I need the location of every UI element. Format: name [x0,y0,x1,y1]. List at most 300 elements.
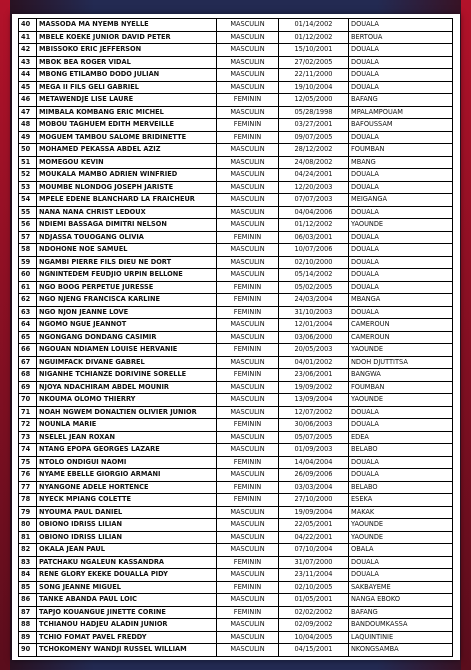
table-row [19,56,453,69]
student-name: NGAMBI PIERRE FILS DIEU NE DORT [37,256,217,269]
table-row [19,581,453,594]
student-name: MOUMBE NLONDOG JOSEPH JARISTE [37,181,217,194]
birth-date: 01/09/2003 [279,444,349,457]
birth-place: SAKBAYEME [349,581,453,594]
birth-date: 30/06/2003 [279,419,349,432]
student-name: NYECK MPIANG COLETTE [37,494,217,507]
student-name: TCHIO FOMAT PAVEL FREDDY [37,631,217,644]
row-number: 51 [19,156,37,169]
sex-cell: FEMININ [217,606,279,619]
birth-place: DOUALA [349,569,453,582]
sex-cell: MASCULIN [217,206,279,219]
birth-place: NDOH DJUTTITSA [349,356,453,369]
birth-place: MEIGANGA [349,194,453,207]
birth-place: FOUMBAN [349,144,453,157]
table-row [19,269,453,282]
birth-place: FOUMBAN [349,381,453,394]
row-number: 62 [19,294,37,307]
student-name: MPELE EDENE BLANCHARD LA FRAICHEUR [37,194,217,207]
sex-cell: FEMININ [217,344,279,357]
student-name: MOBOU TAGHUEM EDITH MERVEILLE [37,119,217,132]
birth-date: 23/06/2001 [279,369,349,382]
table-row [19,381,453,394]
birth-date: 28/12/2002 [279,144,349,157]
row-number: 81 [19,531,37,544]
birth-date: 12/20/2003 [279,181,349,194]
student-name: MBONG ETILAMBO DODO JULIAN [37,69,217,82]
table-row [19,106,453,119]
row-number: 63 [19,306,37,319]
table-row [19,506,453,519]
row-number: 61 [19,281,37,294]
sex-cell: MASCULIN [217,469,279,482]
table-row [19,631,453,644]
sex-cell: MASCULIN [217,544,279,557]
row-number: 73 [19,431,37,444]
row-number: 74 [19,444,37,457]
table-row [19,331,453,344]
birth-date: 03/27/2001 [279,119,349,132]
table-row [19,81,453,94]
student-name: NYOUMA PAUL DANIEL [37,506,217,519]
student-name: TAPJO KOUANGUE JINETTE CORINE [37,606,217,619]
row-number: 76 [19,469,37,482]
student-name: RENE GLORY EKEKE DOUALLA PIDY [37,569,217,582]
student-name: NYAME EBELLE GIORGIO ARMANI [37,469,217,482]
sex-cell: MASCULIN [217,519,279,532]
student-name: NIGANHE TCHIANZE DORIVINE SORELLE [37,369,217,382]
birth-date: 02/02/2002 [279,606,349,619]
birth-place: DOUALA [349,456,453,469]
table-row [19,144,453,157]
birth-place: DOUALA [349,44,453,57]
birth-place: DOUALA [349,69,453,82]
table-row [19,156,453,169]
row-number: 45 [19,81,37,94]
birth-date: 04/22/2001 [279,531,349,544]
birth-date: 04/24/2001 [279,169,349,182]
sex-cell: MASCULIN [217,531,279,544]
student-name: NTOLO ONDIGUI NAOMI [37,456,217,469]
table-row [19,206,453,219]
birth-date: 19/10/2004 [279,81,349,94]
student-name: MOMEGOU KEVIN [37,156,217,169]
birth-date: 09/07/2005 [279,131,349,144]
table-row [19,494,453,507]
row-number: 60 [19,269,37,282]
row-number: 83 [19,556,37,569]
student-name: MBELE KOEKE JUNIOR DAVID PETER [37,31,217,44]
row-number: 71 [19,406,37,419]
birth-date: 04/01/2002 [279,356,349,369]
student-name: NGO NJENG FRANCISCA KARLINE [37,294,217,307]
row-number: 42 [19,44,37,57]
birth-place: MPALAMPOUAM [349,106,453,119]
birth-date: 03/03/2004 [279,481,349,494]
row-number: 82 [19,544,37,557]
row-number: 88 [19,619,37,632]
student-name: NGO BOOG PERPETUE JURESSE [37,281,217,294]
sex-cell: FEMININ [217,294,279,307]
sex-cell: MASCULIN [217,69,279,82]
sex-cell: MASCULIN [217,431,279,444]
birth-place: BANGWA [349,369,453,382]
birth-place: CAMEROUN [349,319,453,332]
birth-date: 23/11/2004 [279,569,349,582]
birth-date: 07/10/2004 [279,544,349,557]
row-number: 48 [19,119,37,132]
table-row [19,306,453,319]
birth-place: NKONGSAMBA [349,644,453,657]
row-number: 66 [19,344,37,357]
birth-place: DOUALA [349,281,453,294]
birth-date: 01/12/2002 [279,219,349,232]
table-row [19,431,453,444]
student-name: NOAH NGWEM DONALTIEN OLIVIER JUNIOR [37,406,217,419]
sex-cell: MASCULIN [217,269,279,282]
sex-cell: FEMININ [217,131,279,144]
birth-place: DOUALA [349,56,453,69]
student-name: MIMBALA KOMBANG ERIC MICHEL [37,106,217,119]
birth-place: ESEKA [349,494,453,507]
birth-place: DOUALA [349,556,453,569]
birth-place: DOUALA [349,231,453,244]
table-row [19,169,453,182]
row-number: 52 [19,169,37,182]
sex-cell: MASCULIN [217,506,279,519]
sex-cell: MASCULIN [217,356,279,369]
birth-place: MAKAK [349,506,453,519]
birth-place: YAOUNDE [349,219,453,232]
sex-cell: MASCULIN [217,319,279,332]
birth-place: DOUALA [349,206,453,219]
row-number: 70 [19,394,37,407]
birth-date: 01/14/2002 [279,19,349,32]
birth-place: DOUALA [349,419,453,432]
student-name: NGO NJON JEANNE LOVE [37,306,217,319]
row-number: 69 [19,381,37,394]
birth-date: 04/15/2001 [279,644,349,657]
table-row [19,481,453,494]
birth-place: DOUALA [349,81,453,94]
row-number: 56 [19,219,37,232]
document-page [12,14,460,660]
student-name: MOGUEM TAMBOU SALOME BRIDINETTE [37,131,217,144]
sex-cell: MASCULIN [217,631,279,644]
birth-place: LAQUINTINIE [349,631,453,644]
sex-cell: MASCULIN [217,594,279,607]
table-row [19,231,453,244]
birth-date: 12/07/2002 [279,406,349,419]
birth-date: 05/02/2005 [279,281,349,294]
sex-cell: FEMININ [217,119,279,132]
birth-date: 02/10/2005 [279,581,349,594]
birth-place: OBALA [349,544,453,557]
sex-cell: MASCULIN [217,331,279,344]
birth-date: 22/11/2000 [279,69,349,82]
sex-cell: MASCULIN [217,169,279,182]
row-number: 59 [19,256,37,269]
row-number: 77 [19,481,37,494]
birth-date: 13/09/2004 [279,394,349,407]
row-number: 50 [19,144,37,157]
table-row [19,456,453,469]
sex-cell: FEMININ [217,231,279,244]
birth-place: YAOUNDE [349,519,453,532]
student-name: OBIONO IDRISS LILIAN [37,519,217,532]
table-row [19,356,453,369]
table-row [19,181,453,194]
student-name: NGOUAN NDIAMEN LOUISE HERVANIE [37,344,217,357]
student-name: SONG JEANNE MIGUEL [37,581,217,594]
student-name: NGUIMFACK DIVANE GABREL [37,356,217,369]
table-body [19,19,453,657]
birth-date: 02/09/2002 [279,619,349,632]
sex-cell: MASCULIN [217,194,279,207]
student-name: TCHOKOMENY WANDJI RUSSEL WILLIAM [37,644,217,657]
student-name: NDOHONE NOE SAMUEL [37,244,217,257]
student-name: NYANGONE ADELE HORTENCE [37,481,217,494]
sex-cell: MASCULIN [217,181,279,194]
row-number: 44 [19,69,37,82]
birth-place: BAFANG [349,606,453,619]
birth-date: 05/14/2002 [279,269,349,282]
birth-date: 05/07/2005 [279,431,349,444]
sex-cell: MASCULIN [217,244,279,257]
table-row [19,294,453,307]
row-number: 53 [19,181,37,194]
birth-date: 01/12/2002 [279,31,349,44]
birth-place: NANGA EBOKO [349,594,453,607]
birth-date: 31/07/2000 [279,556,349,569]
birth-place: EDEA [349,431,453,444]
sex-cell: MASCULIN [217,56,279,69]
birth-place: BELABO [349,444,453,457]
table-row [19,556,453,569]
student-name: NANA NANA CHRIST LEDOUX [37,206,217,219]
student-name: PATCHAKU NGALEUN KASSANDRA [37,556,217,569]
birth-place: BELABO [349,481,453,494]
sex-cell: MASCULIN [217,44,279,57]
birth-date: 26/09/2006 [279,469,349,482]
table-row [19,569,453,582]
sex-cell: MASCULIN [217,31,279,44]
birth-place: DOUALA [349,169,453,182]
birth-place: DOUALA [349,19,453,32]
sex-cell: FEMININ [217,306,279,319]
student-name: NKOUMA OLOMO THIERRY [37,394,217,407]
birth-date: 22/05/2001 [279,519,349,532]
student-name: MBISSOKO ERIC JEFFERSON [37,44,217,57]
birth-date: 02/10/2000 [279,256,349,269]
row-number: 58 [19,244,37,257]
table-row [19,344,453,357]
table-row [19,281,453,294]
sex-cell: MASCULIN [217,569,279,582]
row-number: 86 [19,594,37,607]
birth-place: DOUALA [349,306,453,319]
row-number: 79 [19,506,37,519]
table-row [19,406,453,419]
table-row [19,419,453,432]
row-number: 85 [19,581,37,594]
birth-date: 27/02/2005 [279,56,349,69]
student-name: MEGA II FILS GELI GABRIEL [37,81,217,94]
table-row [19,244,453,257]
birth-date: 10/04/2005 [279,631,349,644]
student-name: NOUNLA MARIE [37,419,217,432]
table-row [19,94,453,107]
student-name: MOHAMED PEKASSA ABDEL AZIZ [37,144,217,157]
birth-date: 27/10/2000 [279,494,349,507]
birth-date: 05/28/1998 [279,106,349,119]
birth-date: 31/10/2003 [279,306,349,319]
student-name: NGONGANG DONDANG CASIMIR [37,331,217,344]
table-row [19,44,453,57]
birth-place: BAFANG [349,94,453,107]
sex-cell: FEMININ [217,94,279,107]
row-number: 54 [19,194,37,207]
table-row [19,119,453,132]
table-row [19,444,453,457]
birth-date: 14/04/2004 [279,456,349,469]
table-row [19,531,453,544]
birth-date: 12/01/2004 [279,319,349,332]
birth-place: BAFOUSSAM [349,119,453,132]
birth-date: 15/10/2001 [279,44,349,57]
birth-place: DOUALA [349,469,453,482]
sex-cell: FEMININ [217,481,279,494]
birth-place: YAOUNDE [349,394,453,407]
birth-place: DOUALA [349,256,453,269]
birth-place: DOUALA [349,244,453,257]
right-red-border [461,0,471,670]
birth-place: YAOUNDE [349,344,453,357]
birth-date: 12/05/2000 [279,94,349,107]
sex-cell: FEMININ [217,369,279,382]
sex-cell: MASCULIN [217,256,279,269]
row-number: 46 [19,94,37,107]
sex-cell: MASCULIN [217,219,279,232]
student-name: TCHIANOU HADJEU ALADIN JUNIOR [37,619,217,632]
sex-cell: MASCULIN [217,106,279,119]
sex-cell: FEMININ [217,581,279,594]
student-name: TANKE ABANDA PAUL LOIC [37,594,217,607]
sex-cell: MASCULIN [217,81,279,94]
student-name: NGNINTEDEM FEUDJIO URPIN BELLONE [37,269,217,282]
table-row [19,219,453,232]
birth-date: 07/07/2003 [279,194,349,207]
row-number: 78 [19,494,37,507]
birth-place: DOUALA [349,406,453,419]
row-number: 55 [19,206,37,219]
table-row [19,594,453,607]
table-row [19,319,453,332]
birth-date: 01/05/2001 [279,594,349,607]
table-row [19,644,453,657]
student-name: NTANG EPOPA GEORGES LAZARE [37,444,217,457]
student-name: NSELEL JEAN ROXAN [37,431,217,444]
row-number: 40 [19,19,37,32]
left-red-border [0,0,10,670]
sex-cell: MASCULIN [217,19,279,32]
table-row [19,606,453,619]
birth-place: DOUALA [349,131,453,144]
row-number: 49 [19,131,37,144]
sex-cell: MASCULIN [217,619,279,632]
birth-place: DOUALA [349,181,453,194]
student-name: MBOK BEA ROGER VIDAL [37,56,217,69]
sex-cell: MASCULIN [217,644,279,657]
row-number: 75 [19,456,37,469]
table-row [19,31,453,44]
sex-cell: MASCULIN [217,394,279,407]
sex-cell: FEMININ [217,419,279,432]
birth-place: BERTOUA [349,31,453,44]
birth-date: 19/09/2002 [279,381,349,394]
row-number: 89 [19,631,37,644]
row-number: 90 [19,644,37,657]
table-row [19,519,453,532]
student-name: NJOYA NDACHIRAM ABDEL MOUNIR [37,381,217,394]
table-row [19,469,453,482]
row-number: 64 [19,319,37,332]
student-name: NDJASSA TOUOGANG OLIVIA [37,231,217,244]
birth-place: DOUALA [349,269,453,282]
birth-place: MBANG [349,156,453,169]
sex-cell: FEMININ [217,556,279,569]
row-number: 67 [19,356,37,369]
table-row [19,194,453,207]
birth-date: 03/06/2000 [279,331,349,344]
student-list-table [18,18,453,657]
sex-cell: FEMININ [217,281,279,294]
table-row [19,256,453,269]
student-name: MOUKALA MAMBO ADRIEN WINFRIED [37,169,217,182]
table-row [19,394,453,407]
row-number: 80 [19,519,37,532]
birth-date: 24/03/2004 [279,294,349,307]
student-name: OBIONO IDRISS LILIAN [37,531,217,544]
student-name: METAWENDJE LISE LAURE [37,94,217,107]
sex-cell: MASCULIN [217,406,279,419]
student-name: OKALA JEAN PAUL [37,544,217,557]
birth-place: BANDOUMKASSA [349,619,453,632]
row-number: 72 [19,419,37,432]
sex-cell: MASCULIN [217,444,279,457]
row-number: 87 [19,606,37,619]
birth-date: 24/08/2002 [279,156,349,169]
row-number: 84 [19,569,37,582]
sex-cell: MASCULIN [217,381,279,394]
birth-place: CAMEROUN [349,331,453,344]
table-row [19,619,453,632]
table-row [19,544,453,557]
sex-cell: FEMININ [217,494,279,507]
birth-date: 19/09/2004 [279,506,349,519]
table-row [19,131,453,144]
student-name: NDIEMI BASSAGA DIMITRI NELSON [37,219,217,232]
birth-date: 06/03/2001 [279,231,349,244]
row-number: 65 [19,331,37,344]
birth-place: MBANGA [349,294,453,307]
birth-date: 10/07/2006 [279,244,349,257]
birth-date: 04/04/2006 [279,206,349,219]
sex-cell: MASCULIN [217,156,279,169]
row-number: 68 [19,369,37,382]
sex-cell: MASCULIN [217,144,279,157]
student-name: MASSODA MA NYEMB NYELLE [37,19,217,32]
